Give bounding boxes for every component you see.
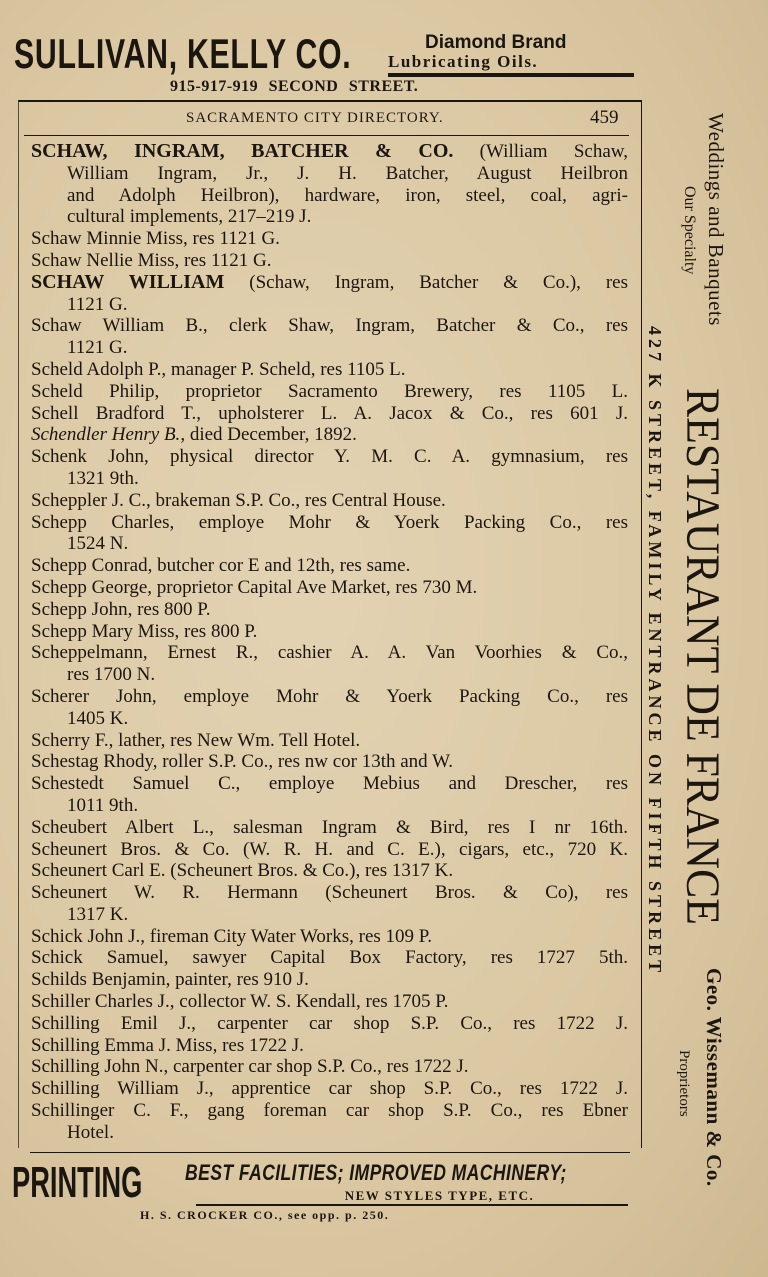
entry-text: Schillinger C. F., gang foreman car shop S.P. Co., res Ebner xyxy=(31,1100,628,1122)
directory-entry-line xyxy=(31,424,628,446)
entry-text: Scheld Adolph P., manager P. Scheld, res 1105 L. xyxy=(31,358,406,380)
directory-entry-line xyxy=(31,708,628,730)
directory-entry-line xyxy=(31,403,628,425)
directory-entry-line xyxy=(31,642,628,664)
directory-entry-line xyxy=(31,1078,628,1100)
side-ad-owner: Geo. Wissemann & Co. xyxy=(702,968,726,1187)
directory-entry-line xyxy=(31,926,628,948)
directory-entry-line xyxy=(31,860,628,882)
directory-entry-line xyxy=(31,533,628,555)
directory-entry-line xyxy=(31,1056,628,1078)
running-head-title: SACRAMENTO CITY DIRECTORY. xyxy=(186,110,444,126)
directory-entry-line xyxy=(31,839,628,861)
directory-entry-line xyxy=(31,1035,628,1057)
directory-entry-line xyxy=(31,599,628,621)
side-ad-proprietors: Proprietors xyxy=(676,1050,692,1117)
directory-entry-line xyxy=(31,621,628,643)
entry-text: Schepp George, proprietor Capital Ave Market, res 730 M. xyxy=(31,576,478,598)
entry-text: Scheubert Albert L., salesman Ingram & Bird, res I nr 16th. xyxy=(31,816,628,838)
entry-text: Schaw William B., clerk Shaw, Ingram, Batcher & Co., res xyxy=(31,315,628,337)
entry-text: 1121 G. xyxy=(67,337,128,359)
directory-entry-line xyxy=(31,272,628,294)
entry-text: 1121 G. xyxy=(67,293,128,315)
directory-entry-line xyxy=(31,206,628,228)
side-ad-address: 427 K STREET, FAMILY ENTRANCE ON FIFTH STREET xyxy=(645,326,665,977)
entry-text: Schilling William J., apprentice car shop S.P. Co., res 1722 J. xyxy=(31,1078,628,1100)
entry-text: Hotel. xyxy=(67,1121,114,1143)
directory-entry-line xyxy=(31,991,628,1013)
side-ad-restaurant-name: RESTAURANT DE FRANCE xyxy=(676,388,729,925)
entry-text: (Schaw, Ingram, Batcher & Co.), res xyxy=(224,271,628,293)
entry-bold-name: SCHAW, INGRAM, BATCHER & CO. xyxy=(31,141,454,162)
directory-entry-line xyxy=(31,337,628,359)
entry-text: Schepp Charles, employe Mohr & Yoerk Packing Co., res xyxy=(31,511,628,533)
directory-entry-line xyxy=(31,381,628,403)
entry-text: Scheunert W. R. Hermann (Scheunert Bros. & Co), res xyxy=(31,882,628,904)
directory-entry-line xyxy=(31,904,628,926)
directory-entry-line xyxy=(31,664,628,686)
entry-text: Scheunert Bros. & Co. (W. R. H. and C. E.), cigars, etc., 720 K. xyxy=(31,838,628,860)
directory-entry-line xyxy=(31,185,628,207)
entry-text: , died December, 1892. xyxy=(180,424,357,446)
entry-text: Schepp Mary Miss, res 800 P. xyxy=(31,620,258,642)
footer-ad-crocker: H. S. CROCKER CO., see opp. p. 250. xyxy=(140,1208,390,1222)
entry-text: Schiller Charles J., collector W. S. Kendall, res 1705 P. xyxy=(31,991,449,1013)
directory-entry-line xyxy=(31,141,628,163)
entry-italic-name: Schendler Henry B. xyxy=(31,424,181,446)
entry-text: (William Schaw, xyxy=(453,141,628,162)
entry-text: Scheppelmann, Ernest R., cashier A. A. Van Voorhies & Co., xyxy=(31,642,628,664)
directory-entry-line xyxy=(31,468,628,490)
directory-entry-line xyxy=(31,882,628,904)
entry-text: Schick Samuel, sawyer Capital Box Factory, res 1727 5th. xyxy=(31,947,628,969)
entry-text: Schilling John N., carpenter car shop S.P. Co., res 1722 J. xyxy=(31,1056,469,1078)
side-ad-specialty: Our Specialty xyxy=(681,186,698,275)
page-number: 459 xyxy=(590,107,619,128)
directory-entry-line xyxy=(31,947,628,969)
entry-text: Schick John J., fireman City Water Works, res 109 P. xyxy=(31,925,433,947)
directory-entry-line xyxy=(31,795,628,817)
directory-entry-line xyxy=(31,490,628,512)
entry-text: Schepp John, res 800 P. xyxy=(31,598,211,620)
directory-entry-line xyxy=(31,817,628,839)
directory-entry-line xyxy=(31,730,628,752)
entry-text: 1321 9th. xyxy=(67,467,139,489)
entry-text: Schenk John, physical director Y. M. C. A. gymnasium, res xyxy=(31,446,628,468)
entry-text: 1011 9th. xyxy=(67,794,139,816)
entry-text: 1405 K. xyxy=(67,707,129,729)
directory-entries xyxy=(31,141,628,1144)
entry-text: Schaw Nellie Miss, res 1121 G. xyxy=(31,249,272,271)
header-ad-address: 915-917-919 SECOND STREET. xyxy=(170,78,419,95)
entry-text: Scheld Philip, proprietor Sacramento Brewery, res 1105 L. xyxy=(31,380,628,402)
directory-entry-line xyxy=(31,446,628,468)
entry-text: Scherry F., lather, res New Wm. Tell Hotel. xyxy=(31,729,361,751)
header-ad-company: SULLIVAN, KELLY CO. xyxy=(14,30,352,77)
entry-text: Scheppler J. C., brakeman S.P. Co., res Central House. xyxy=(31,489,446,511)
header-ad-product: Lubricating Oils. xyxy=(388,52,634,77)
directory-entry-line xyxy=(31,512,628,534)
directory-entry-line xyxy=(31,359,628,381)
footer-ad-new-styles: NEW STYLES TYPE, ETC. xyxy=(196,1188,628,1206)
directory-entry-line xyxy=(31,577,628,599)
directory-entry-line xyxy=(31,1122,628,1144)
entry-text: Schestag Rhody, roller S.P. Co., res nw cor 13th and W. xyxy=(31,751,454,773)
directory-entry-line xyxy=(31,1013,628,1035)
entry-text: res 1700 N. xyxy=(67,664,156,686)
entry-text: cultural implements, 217–219 J. xyxy=(67,206,312,228)
entry-bold-name: SCHAW WILLIAM xyxy=(31,271,225,293)
side-ad-weddings: Weddings and Banquets xyxy=(704,113,728,326)
entry-text: Schilling Emil J., carpenter car shop S.P. Co., res 1722 J. xyxy=(31,1012,628,1034)
directory-entry-line xyxy=(31,294,628,316)
entry-text: William Ingram, Jr., J. H. Batcher, August Heilbron xyxy=(67,162,628,184)
header-divider xyxy=(24,135,629,136)
directory-entry-line xyxy=(31,751,628,773)
entry-text: Scherer John, employe Mohr & Yoerk Packing Co., res xyxy=(31,685,628,707)
directory-entry-line xyxy=(31,1100,628,1122)
entry-text: 1317 K. xyxy=(67,903,129,925)
footer-divider xyxy=(30,1152,630,1153)
footer-ad-tagline: BEST FACILITIES; IMPROVED MACHINERY; xyxy=(185,1160,567,1185)
directory-entry-line xyxy=(31,250,628,272)
entry-text: 1524 N. xyxy=(67,533,129,555)
directory-entry-line xyxy=(31,555,628,577)
entry-text: Schilling Emma J. Miss, res 1722 J. xyxy=(31,1034,304,1056)
footer-ad-printing: PRINTING xyxy=(12,1158,143,1207)
entry-text: Schepp Conrad, butcher cor E and 12th, res same. xyxy=(31,555,411,577)
entry-text: Schilds Benjamin, painter, res 910 J. xyxy=(31,969,309,991)
directory-entry-line xyxy=(31,228,628,250)
header-ad-brand: Diamond Brand xyxy=(425,32,567,53)
directory-entry-line xyxy=(31,969,628,991)
entry-text: Schell Bradford T., upholsterer L. A. Jacox & Co., res 601 J. xyxy=(31,402,628,424)
directory-entry-line xyxy=(31,773,628,795)
entry-text: Scheunert Carl E. (Scheunert Bros. & Co.), res 1317 K. xyxy=(31,860,454,882)
directory-entry-line xyxy=(31,163,628,185)
entry-text: Schaw Minnie Miss, res 1121 G. xyxy=(31,228,280,250)
directory-entry-line xyxy=(31,686,628,708)
entry-text: and Adolph Heilbron), hardware, iron, steel, coal, agri- xyxy=(67,184,628,206)
entry-text: Schestedt Samuel C., employe Mebius and Drescher, res xyxy=(31,773,628,795)
directory-entry-line xyxy=(31,315,628,337)
